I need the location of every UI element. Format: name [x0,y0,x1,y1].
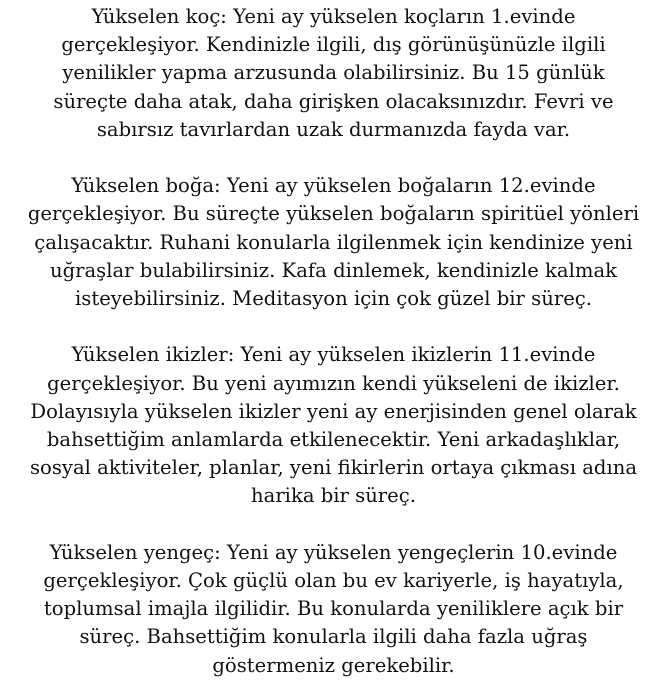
text-line: isteyebilirsiniz. Meditasyon için çok güzel bir süreç. [75,287,592,311]
text-line: süreçte daha atak, daha girişken olacaksınızdır. Fevri ve [53,89,614,113]
text-line: gerçekleşiyor. Kendinizle ilgili, dış görünüşünüzle ilgili [61,33,606,57]
text-line: uğraşlar bulabilirsiniz. Kafa dinlemek, kendinizle kalmak [49,258,618,282]
paragraph-yukselen-yengec [6,539,661,680]
text-line: Yükselen boğa: Yeni ay yükselen boğaların 12.evinde [71,174,596,198]
paragraph-yukselen-koc [6,3,661,144]
paragraph-yukselen-ikizler [6,341,661,510]
paragraph-yukselen-boga [6,172,661,313]
text-line: harika bir süreç. [251,484,416,508]
text-line: gerçekleşiyor. Bu yeni ayımızın kendi yükseleni de ikizler. [47,371,620,395]
text-line: sabırsız tavırlardan uzak durmanızda fayda var. [96,117,571,141]
text-line: toplumsal imajla ilgilidir. Bu konularda yeniliklere açık bir [43,597,624,621]
text-line: Yükselen ikizler: Yeni ay yükselen ikizlerin 11.evinde [71,343,596,367]
text-line: yenilikler yapma arzusunda olabilirsiniz. Bu 15 günlük [62,61,605,85]
text-line: Dolayısıyla yükselen ikizler yeni ay enerjisinden genel olarak [30,399,637,423]
text-line: bahsettiğim anlamlarda etkilenecektir. Yeni arkadaşlıklar, [46,428,621,452]
text-line: gerçekleşiyor. Bu süreçte yükselen boğaların spiritüel yönleri [27,202,640,226]
text-line: sosyal aktiviteler, planlar, yeni fikirlerin ortaya çıkması adına [29,456,638,480]
text-line: süreç. Bahsettiğim konularla ilgili daha fazla uğraş [79,625,588,649]
text-line: Yükselen koç: Yeni ay yükselen koçların 1.evinde [91,5,576,28]
text-line: göstermeniz gerekebilir. [212,653,455,677]
text-line: Yükselen yengeç: Yeni ay yükselen yengeçlerin 10.evinde [49,540,618,564]
text-line: çalışacaktır. Ruhani konularla ilgilenmek için kendinize yeni [34,230,633,254]
text-line: gerçekleşiyor. Çok güçlü olan bu ev kariyerle, iş hayatıyla, [43,569,624,593]
